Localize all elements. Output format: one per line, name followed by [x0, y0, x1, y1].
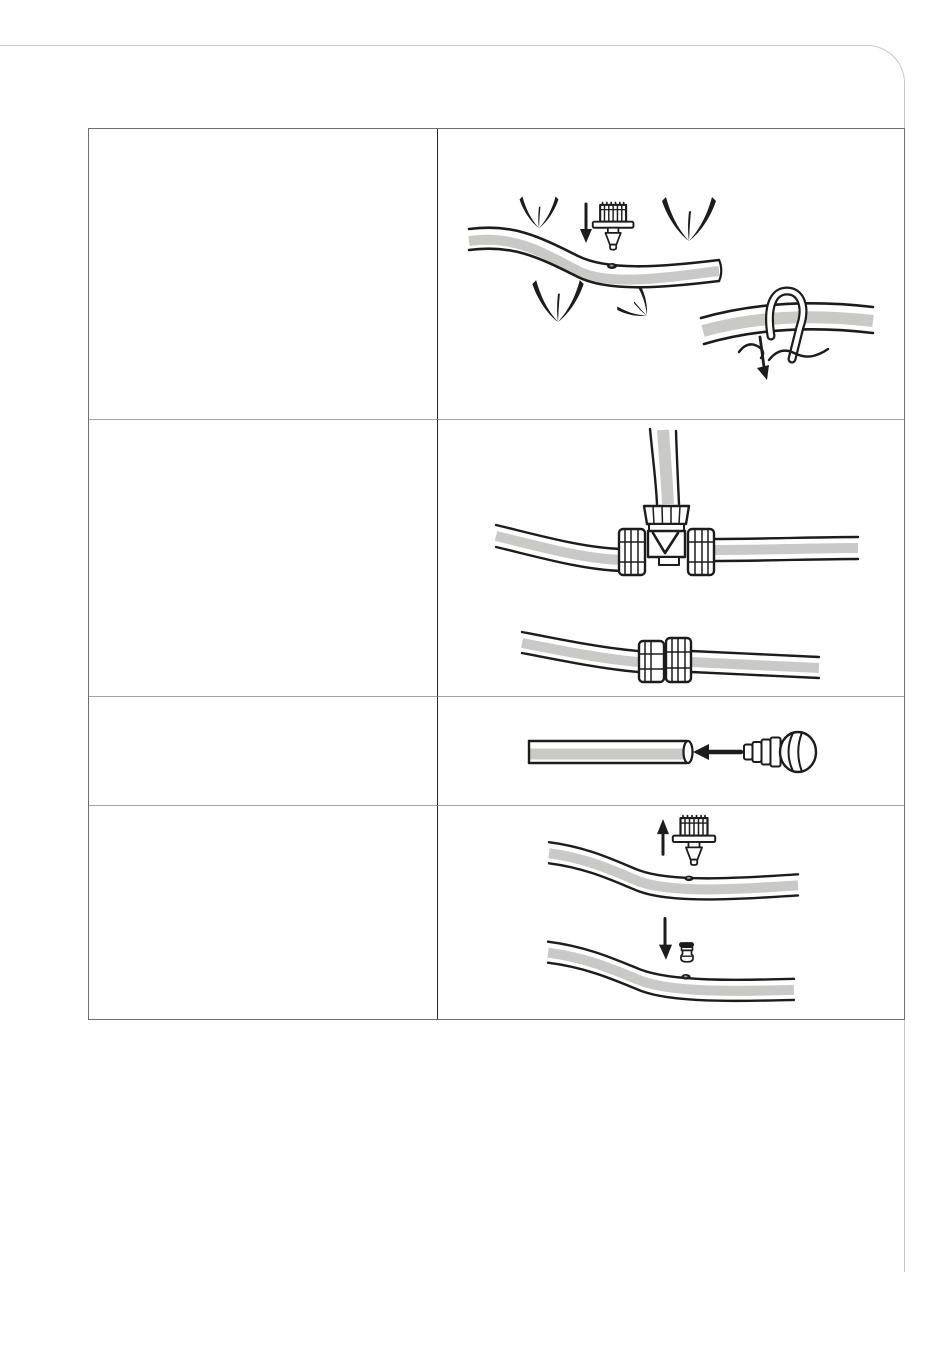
ground-line: [739, 344, 828, 360]
grass-tuft-icon: [616, 285, 659, 328]
drip-pipe-top: [549, 842, 798, 899]
cell-step3-figure: [438, 697, 904, 806]
pipe-end: [529, 741, 693, 763]
main-pipe-right: [710, 537, 858, 561]
pipe-with-ground-stake: [701, 291, 873, 380]
cell-step4-description: [89, 806, 438, 1019]
figure-install-dripper: [438, 129, 904, 419]
hole-plug-icon: [679, 942, 694, 962]
cell-step1-figure: [438, 129, 904, 420]
drip-pipe: [469, 228, 721, 288]
figure-tee-and-inline-connector: [438, 420, 904, 696]
inline-connector-icon: [639, 638, 691, 682]
dripper-icon: [593, 202, 634, 249]
main-pipe-left: [496, 525, 622, 571]
grass-tuft-icon: [532, 280, 583, 322]
dripper-icon: [673, 816, 715, 865]
branch-pipe-top: [650, 429, 679, 504]
grass-tuft-icon: [662, 197, 716, 241]
pipe-lower-left: [522, 632, 638, 672]
pipe-hole: [684, 876, 693, 882]
pipe-hole: [681, 974, 690, 980]
tee-connector-icon: [619, 506, 714, 575]
end-plug-icon: [744, 732, 816, 772]
cell-step3-description: [89, 697, 438, 806]
pipe-lower-right: [691, 651, 819, 678]
drip-pipe-bottom: [548, 942, 794, 1001]
cell-step2-description: [89, 420, 438, 697]
ground-stake-icon: [769, 291, 802, 359]
cell-step4-figure: [438, 806, 904, 1019]
pipe-hole: [607, 263, 617, 269]
figure-remove-dripper-seal-hole: [438, 806, 904, 1019]
up-arrow-icon: [657, 819, 669, 854]
instruction-table: [88, 128, 905, 1020]
cell-step2-figure: [438, 420, 904, 697]
down-arrow-icon: [757, 337, 769, 380]
grass-tuft-icon: [520, 196, 559, 228]
left-arrow-icon: [693, 744, 741, 760]
cell-step1-description: [89, 129, 438, 420]
figure-end-plug: [438, 697, 904, 805]
down-arrow-icon: [659, 919, 672, 960]
down-arrow-icon: [580, 204, 592, 243]
